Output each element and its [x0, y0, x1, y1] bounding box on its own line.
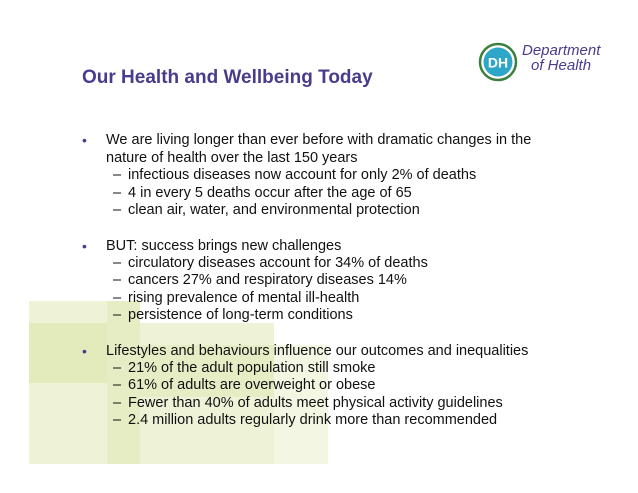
sub-item: – rising prevalence of mental ill-health	[113, 289, 360, 306]
sub-item: – clean air, water, and environmental protection	[113, 202, 420, 218]
bullet-item	[82, 131, 552, 220]
dh-logo-icon	[478, 42, 518, 82]
sub-item: – cancers 27% and respiratory diseases 14%	[113, 272, 407, 288]
sub-item: – circulatory diseases account for 34% of deaths	[113, 254, 428, 271]
sub-item: – Fewer than 40% of adults meet physical activity guidelines	[113, 394, 503, 411]
slide-content	[82, 131, 552, 447]
slide-title: Our Health and Wellbeing Today	[82, 67, 373, 88]
sub-item: – 21% of the adult population still smoke	[113, 359, 376, 376]
bullet-item	[82, 342, 552, 430]
sub-item: – 4 in every 5 deaths occur after the age of 65	[113, 184, 412, 201]
sub-item: – 61% of adults are overweight or obese	[113, 377, 376, 393]
bullet-marker: •	[82, 342, 87, 359]
logo-line-1: Department	[522, 42, 601, 59]
bullet-text: We are living longer than ever before with dramatic changes in the nature of health over the last 150 years	[106, 132, 532, 166]
bullet-marker: •	[82, 132, 87, 148]
bullet-text: Lifestyles and behaviours influence our outcomes and inequalities	[106, 342, 529, 359]
sub-item: – persistence of long-term conditions	[113, 307, 353, 323]
bullet-marker: •	[82, 237, 87, 254]
logo-line-2: of Health	[531, 57, 592, 74]
bullet-item	[82, 237, 552, 325]
bullet-text: BUT: success brings new challenges	[106, 237, 342, 254]
logo-mark: DH	[487, 54, 509, 71]
sub-item: – infectious diseases now account for only 2% of deaths	[113, 167, 477, 183]
sub-item: – 2.4 million adults regularly drink more than recommended	[113, 412, 498, 428]
